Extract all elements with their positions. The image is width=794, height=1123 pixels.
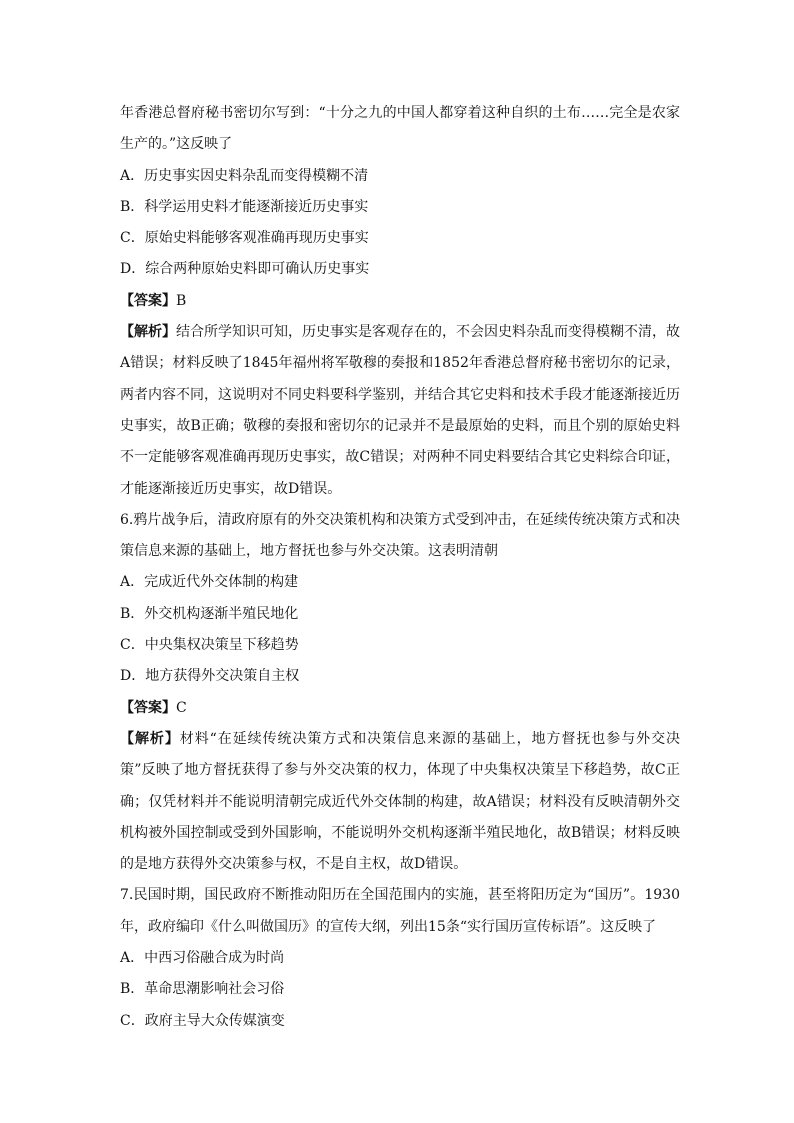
question-5-stem: 年香港总督府秘书密切尔写到：“十分之九的中国人都穿着这种自织的土布……完全是农家生产的。”这反映了 [120,105,680,153]
question-5-option-d: D．综合两种原始史料即可确认历史事实 [120,261,370,278]
answer-label: 【答案】 [120,292,176,309]
question-5-option-b: B．科学运用史料才能逐渐接近历史事实 [120,198,369,215]
question-6-answer [120,693,680,724]
question-6-option-d: D．地方获得外交决策自主权 [120,668,300,685]
analysis-text: 材料“在延续传统决策方式和决策信息来源的基础上，地方督抚也参与外交决策”反映了地方督抚获得了参与外交决策的权力，体现了中央集权决策呈下移趋势，故C正确；仅凭材料并不能说明清朝完成近代外交体制的构建，故A错误；材料没有反映清朝外交机构被外国控制或受到外国影响，不能说明外交机构逐渐半殖民地化，故B错误；材料反映的是地方获得外交决策参与权，不是自主权，故D错误。 [120,730,681,873]
question-6-stem: 6.鸦片战争后，清政府原有的外交决策机构和决策方式受到冲击，在延续传统决策方式和决策信息来源的基础上，地方督抚也参与外交决策。这表明清朝 [120,511,680,560]
question-6-option-a: A．完成近代外交体制的构建 [120,574,299,591]
answer-value: B [176,292,187,309]
question-6-analysis [120,724,680,880]
analysis-label: 【解析】 [120,730,180,747]
question-5-option-c: C．原始史料能够客观准确再现历史事实 [120,230,369,247]
question-6 [120,505,680,881]
question-7-stem: 7.民国时期，国民政府不断推动阳历在全国范围内的实施，甚至将阳历定为“国历”。1930年，政府编印《什么叫做国历》的宣传大纲，列出15条“实行国历宣传标语”。这反映了 [120,887,680,935]
analysis-label: 【解析】 [120,324,176,341]
analysis-text: 结合所学知识可知，历史事实是客观存在的，不会因史料杂乱而变得模糊不清，故A错误；材料反映了1845年福州将军敬穆的奏报和1852年香港总督府秘书密切尔的记录，两者内容不同，这说明对不同史料要科学鉴别，并结合其它史料和技术手段才能逐渐接近历史事实，故B正确；敬穆的奏报和密切尔的记录并不是最原始的史料，而且个别的原始史料不一定能够客观准确再现历史事实，故C错误；对两种不同史料要结合其它史料综合印证，才能逐渐接近历史事实，故D错误。 [120,324,680,497]
question-7 [120,880,680,1036]
document-page [120,98,680,1037]
question-6-option-c: C．中央集权决策呈下移趋势 [120,637,299,654]
question-5 [120,98,680,505]
answer-value: C [176,699,187,716]
question-5-analysis [120,317,680,505]
question-7-option-a: A．中西习俗融合成为时尚 [120,950,285,967]
question-6-option-b: B．外交机构逐渐半殖民地化 [120,605,299,622]
question-7-option-b: B．革命思潮影响社会习俗 [120,981,285,998]
question-5-answer [120,286,680,317]
question-5-option-a: A．历史事实因史料杂乱而变得模糊不清 [120,167,369,184]
question-7-option-c: C．政府主导大众传媒演变 [120,1012,285,1029]
answer-label: 【答案】 [120,699,176,716]
